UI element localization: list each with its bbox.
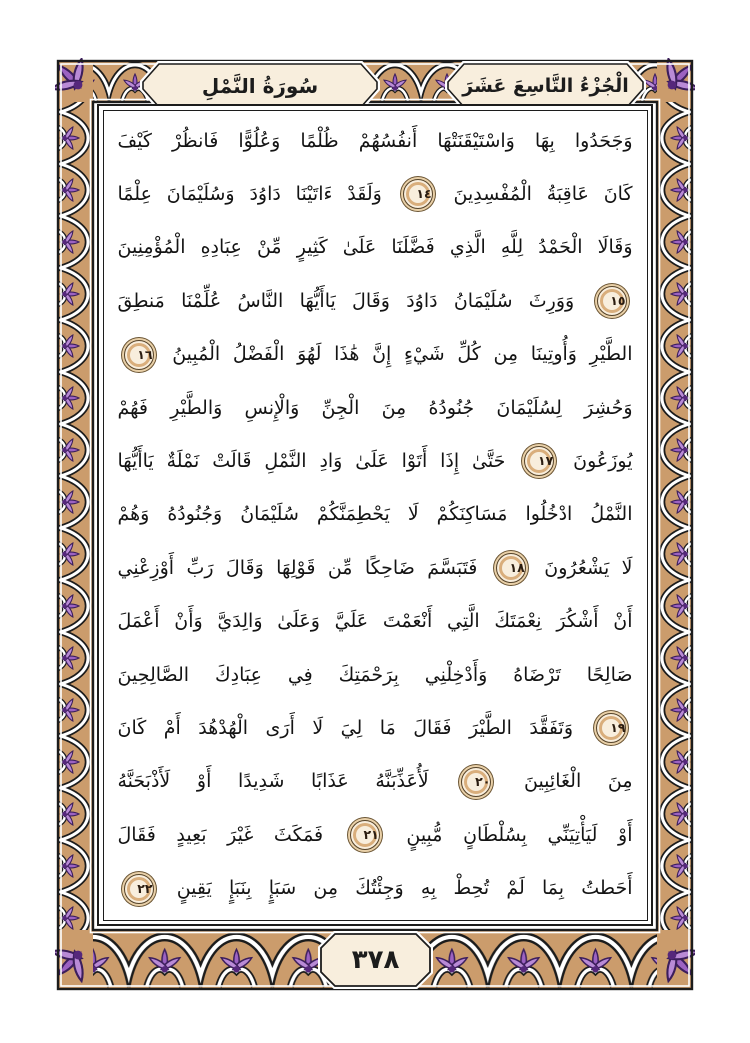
- border-band-right: [657, 60, 693, 988]
- quran-text-segment: وَتَفَقَّدَ الطَّيْرَ فَقَالَ مَا لِيَ لَا أَرَى الْهُدْهُدَ أَمْ كَانَ: [117, 716, 573, 739]
- quran-text-segment: صَالِحًا تَرْضَاهُ وَأَدْخِلْنِي بِرَحْمَتِكَ فِي عِبَادِكَ الصَّالِحِينَ: [117, 663, 633, 686]
- page-number: ٣٧٨: [351, 945, 400, 975]
- quran-line: [118, 542, 633, 595]
- quran-line: [118, 221, 633, 274]
- ayah-number-medallion: ١٦: [124, 340, 154, 370]
- border-band-left: [57, 60, 93, 988]
- ayah-number-medallion: ٢١: [350, 820, 380, 850]
- quran-text-segment: مِنَ الْغَائِبِينَ: [523, 770, 633, 793]
- quran-text-segment: وَقَالَا الْحَمْدُ لِلَّهِ الَّذِي فَضَّلَنَا عَلَىٰ كَثِيرٍ مِّنْ عِبَادِهِ الْمُؤْمِنِينَ: [117, 236, 633, 259]
- quran-line: [118, 702, 633, 755]
- quran-line: [118, 595, 633, 648]
- quran-line: [118, 275, 633, 328]
- quran-text-segment: أَنْ أَشْكُرَ نِعْمَتَكَ الَّتِي أَنْعَمْتَ عَلَيَّ وَعَلَىٰ وَالِدَيَّ وَأَنْ أَعْمَلَ: [117, 610, 633, 633]
- ayah-number-medallion: ٢٢: [124, 874, 154, 904]
- quran-line: [118, 115, 633, 168]
- quran-line: [118, 168, 633, 221]
- quran-text-segment: النَّمْلُ ادْخُلُوا مَسَاكِنَكُمْ لَا يَحْطِمَنَّكُمْ سُلَيْمَانُ وَجُنُودُهُ وَهُمْ: [117, 503, 633, 526]
- quran-line: [118, 755, 633, 808]
- quran-text-block: [104, 111, 647, 920]
- quran-line: [118, 382, 633, 435]
- quran-text-segment: لَأُعَذِّبَنَّهُ عَذَابًا شَدِيدًا أَوْ لَأَذْبَحَنَّهُ: [117, 770, 429, 793]
- text-frame-inner-rule: [103, 110, 648, 921]
- quran-text-segment: يُوزَعُونَ: [573, 449, 633, 472]
- quran-line: [118, 809, 633, 862]
- quran-text-segment: فَمَكَثَ غَيْرَ بَعِيدٍ فَقَالَ: [117, 823, 324, 846]
- surah-title: سُورَةُ النَّمْلِ: [201, 73, 319, 98]
- ayah-number-medallion: ٢٠: [461, 767, 491, 797]
- quran-text-segment: حَتَّىٰ إِذَا أَتَوْا عَلَىٰ وَادِ النَّمْلِ قَالَتْ نَمْلَةٌ يَاأَيُّهَا: [117, 449, 506, 472]
- ayah-number-medallion: ١٧: [524, 446, 554, 476]
- quran-line: [118, 862, 633, 915]
- juz-title: الْجُزْءُ التَّاسِعَ عَشَرَ: [462, 74, 629, 97]
- quran-text-segment: أَوْ لَيَأْتِيَنِّي بِسُلْطَانٍ مُّبِينٍ: [406, 823, 633, 846]
- quran-text-segment: وَجَحَدُوا بِهَا وَاسْتَيْقَنَتْهَا أَنفُسُهُمْ ظُلْمًا وَعُلُوًّا فَانظُرْ كَيْفَ: [117, 129, 633, 152]
- text-frame: [97, 104, 653, 926]
- quran-text-segment: أَحَطتُ بِمَا لَمْ تُحِطْ بِهِ وَجِئْتُكَ مِن سَبَإٍ بِنَبَإٍ يَقِينٍ: [176, 877, 633, 900]
- quran-text-segment: الطَّيْرِ وَأُوتِينَا مِن كُلِّ شَيْءٍ إِنَّ هَٰذَا لَهُوَ الْفَضْلُ الْمُبِينُ: [172, 343, 633, 366]
- quran-line: [118, 649, 633, 702]
- quran-text-segment: وَحُشِرَ لِسُلَيْمَانَ جُنُودُهُ مِنَ الْجِنِّ وَالْإِنسِ وَالطَّيْرِ فَهُمْ: [117, 396, 633, 419]
- quran-line: [118, 328, 633, 381]
- quran-line: [118, 488, 633, 541]
- quran-text-segment: فَتَبَسَّمَ ضَاحِكًا مِّن قَوْلِهَا وَقَالَ رَبِّ أَوْزِعْنِي: [117, 556, 478, 579]
- quran-text-segment: وَلَقَدْ ءَاتَيْنَا دَاوُدَ وَسُلَيْمَانَ عِلْمًا: [117, 182, 382, 205]
- ayah-number-medallion: ١٥: [597, 286, 627, 316]
- quran-text-segment: كَانَ عَاقِبَةُ الْمُفْسِدِينَ: [453, 182, 633, 205]
- quran-text-segment: لَا يَشْعُرُونَ: [544, 556, 633, 579]
- ayah-number-medallion: ١٤: [403, 179, 433, 209]
- ayah-number-medallion: ١٩: [596, 713, 626, 743]
- quran-text-segment: وَوَرِثَ سُلَيْمَانُ دَاوُدَ وَقَالَ يَاأَيُّهَا النَّاسُ عُلِّمْنَا مَنطِقَ: [117, 289, 575, 312]
- ayah-number-medallion: ١٨: [496, 553, 526, 583]
- quran-line: [118, 435, 633, 488]
